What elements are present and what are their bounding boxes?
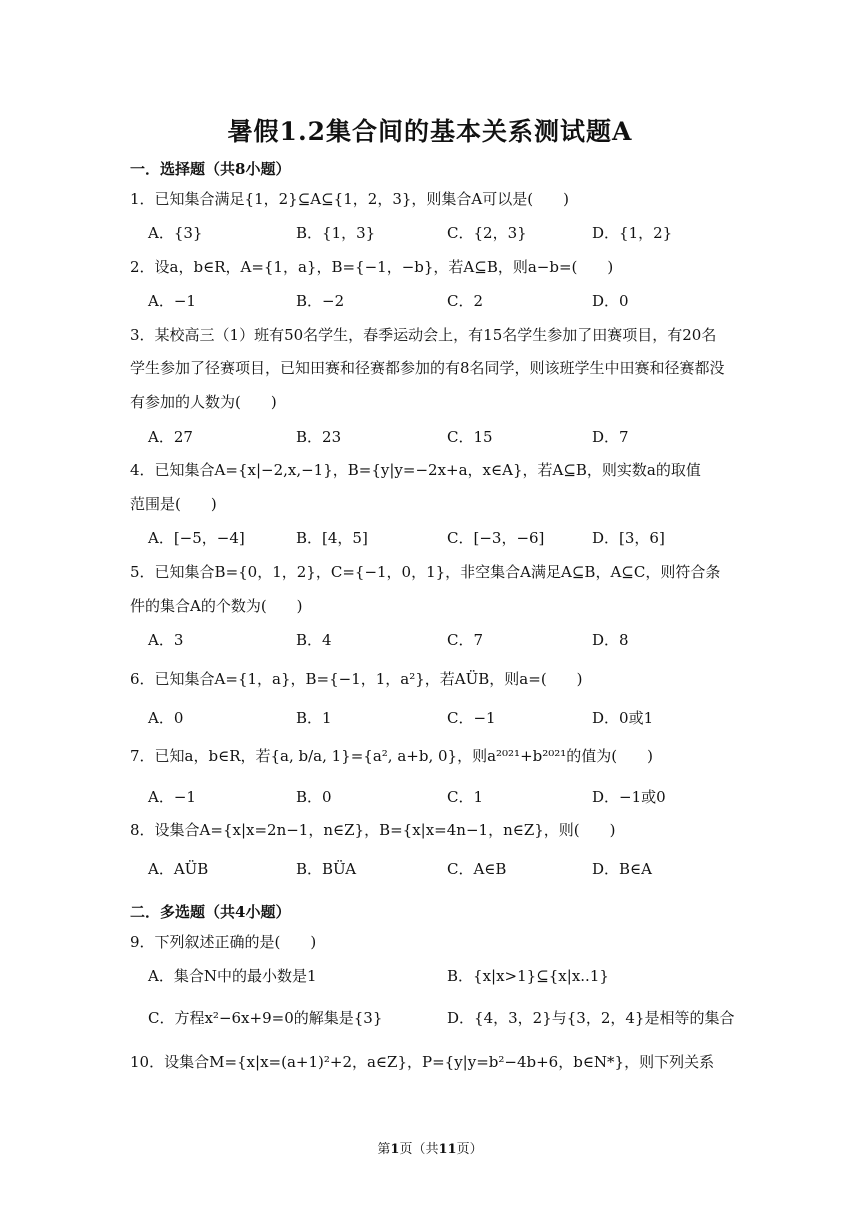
section-heading-single-choice: 一．选择题（共8小题） xyxy=(130,160,291,178)
option-a: A．{3} xyxy=(148,224,203,242)
option-c: C．1 xyxy=(447,788,484,806)
option-b: B．{x|x>1}⊆{x|x..1} xyxy=(447,967,609,985)
question-9-options-row-1 xyxy=(148,966,748,986)
question-5-options xyxy=(148,630,748,650)
section-heading-multi-choice: 二．多选题（共4小题） xyxy=(130,903,291,921)
option-a: A．27 xyxy=(148,428,193,446)
question-8-stem: 8．设集合A={x|x=2n−1，n∈Z}，B={x|x=4n−1，n∈Z}，则( ) xyxy=(130,821,616,839)
option-c: C．{2，3} xyxy=(447,224,527,242)
question-5-stem-line-1: 5．已知集合B={0，1，2}，C={−1，0，1}，非空集合A满足A⊆B，A⊆C，则符合条 xyxy=(130,563,721,581)
question-3-options xyxy=(148,427,748,447)
option-d: D．0或1 xyxy=(592,709,654,727)
option-a: A．−1 xyxy=(148,788,196,806)
option-d: D．8 xyxy=(592,631,629,649)
option-d: D．B∈A xyxy=(592,860,652,878)
option-c: C．−1 xyxy=(447,709,496,727)
page-footer xyxy=(0,1138,860,1157)
document-title: 暑假1.2集合间的基本关系测试题A xyxy=(227,117,633,146)
option-c: C．A∈B xyxy=(447,860,507,878)
question-4-stem-line-1: 4．已知集合A={x|−2,x,−1}，B={y|y=−2x+a，x∈A}，若A⊆B，则实数a的取值 xyxy=(130,461,701,479)
option-c: C．2 xyxy=(447,292,484,310)
option-d: D．0 xyxy=(592,292,629,310)
footer-suffix: 页） xyxy=(456,1142,483,1157)
option-a: A．AÜB xyxy=(148,860,209,878)
option-b: B．BÜA xyxy=(296,860,357,878)
question-8-options xyxy=(148,859,748,879)
footer-total-pages: 11 xyxy=(438,1142,457,1157)
option-d: D．−1或0 xyxy=(592,788,666,806)
option-c: C．7 xyxy=(447,631,484,649)
option-b: B．1 xyxy=(296,709,332,727)
question-9-options-row-2 xyxy=(148,1008,748,1028)
option-c: C．[−3，−6] xyxy=(447,529,545,547)
question-6-stem: 6．已知集合A={1，a}，B={−1，1，a²}，若AÜB，则a=( ) xyxy=(130,670,583,688)
option-b: B．−2 xyxy=(296,292,345,310)
option-c: C．15 xyxy=(447,428,493,446)
option-a: A．集合N中的最小数是1 xyxy=(148,967,317,985)
option-d: D．{1，2} xyxy=(592,224,673,242)
question-7-options xyxy=(148,787,748,807)
option-d: D．7 xyxy=(592,428,629,446)
question-2-stem: 2．设a，b∈R，A={1，a}，B={−1，−b}，若A⊆B，则a−b=( ) xyxy=(130,258,614,276)
question-3-stem-line-1: 3．某校高三（1）班有50名学生，春季运动会上，有15名学生参加了田赛项目，有20名 xyxy=(130,326,717,344)
option-a: A．3 xyxy=(148,631,184,649)
question-9-stem: 9．下列叙述正确的是( ) xyxy=(130,933,317,951)
option-a: A．0 xyxy=(148,709,184,727)
option-d: D．{4，3，2}与{3，2，4}是相等的集合 xyxy=(447,1009,735,1027)
option-b: B．{1，3} xyxy=(296,224,376,242)
question-1-options xyxy=(148,223,748,243)
question-5-stem-line-2: 件的集合A的个数为( ) xyxy=(130,597,303,615)
option-b: B．0 xyxy=(296,788,332,806)
footer-prefix: 第 xyxy=(377,1142,391,1157)
option-b: B．23 xyxy=(296,428,342,446)
footer-page-number: 1 xyxy=(390,1142,400,1157)
question-10-stem: 10．设集合M={x|x=(a+1)²+2，a∈Z}，P={y|y=b²−4b+6，b∈N*}，则下列关系 xyxy=(130,1053,715,1071)
question-3-stem-line-3: 有参加的人数为( ) xyxy=(130,393,277,411)
option-a: A．−1 xyxy=(148,292,196,310)
option-d: D．[3，6] xyxy=(592,529,665,547)
question-4-stem-line-2: 范围是( ) xyxy=(130,495,217,513)
question-6-options xyxy=(148,708,748,728)
question-3-stem-line-2: 学生参加了径赛项目，已知田赛和径赛都参加的有8名同学，则该班学生中田赛和径赛都没 xyxy=(130,359,725,377)
footer-mid: 页（共 xyxy=(399,1142,439,1157)
question-2-options xyxy=(148,291,748,311)
option-c: C．方程x²−6x+9=0的解集是{3} xyxy=(148,1009,383,1027)
option-b: B．[4，5] xyxy=(296,529,368,547)
option-a: A．[−5，−4] xyxy=(148,529,245,547)
question-4-options xyxy=(148,528,748,548)
question-7-stem: 7．已知a，b∈R，若{a, b/a, 1}={a², a+b, 0}，则a²⁰²¹+b²⁰²¹的值为( ) xyxy=(130,747,653,765)
question-1-stem: 1．已知集合满足{1，2}⊆A⊆{1，2，3}，则集合A可以是( ) xyxy=(130,190,569,208)
option-b: B．4 xyxy=(296,631,332,649)
